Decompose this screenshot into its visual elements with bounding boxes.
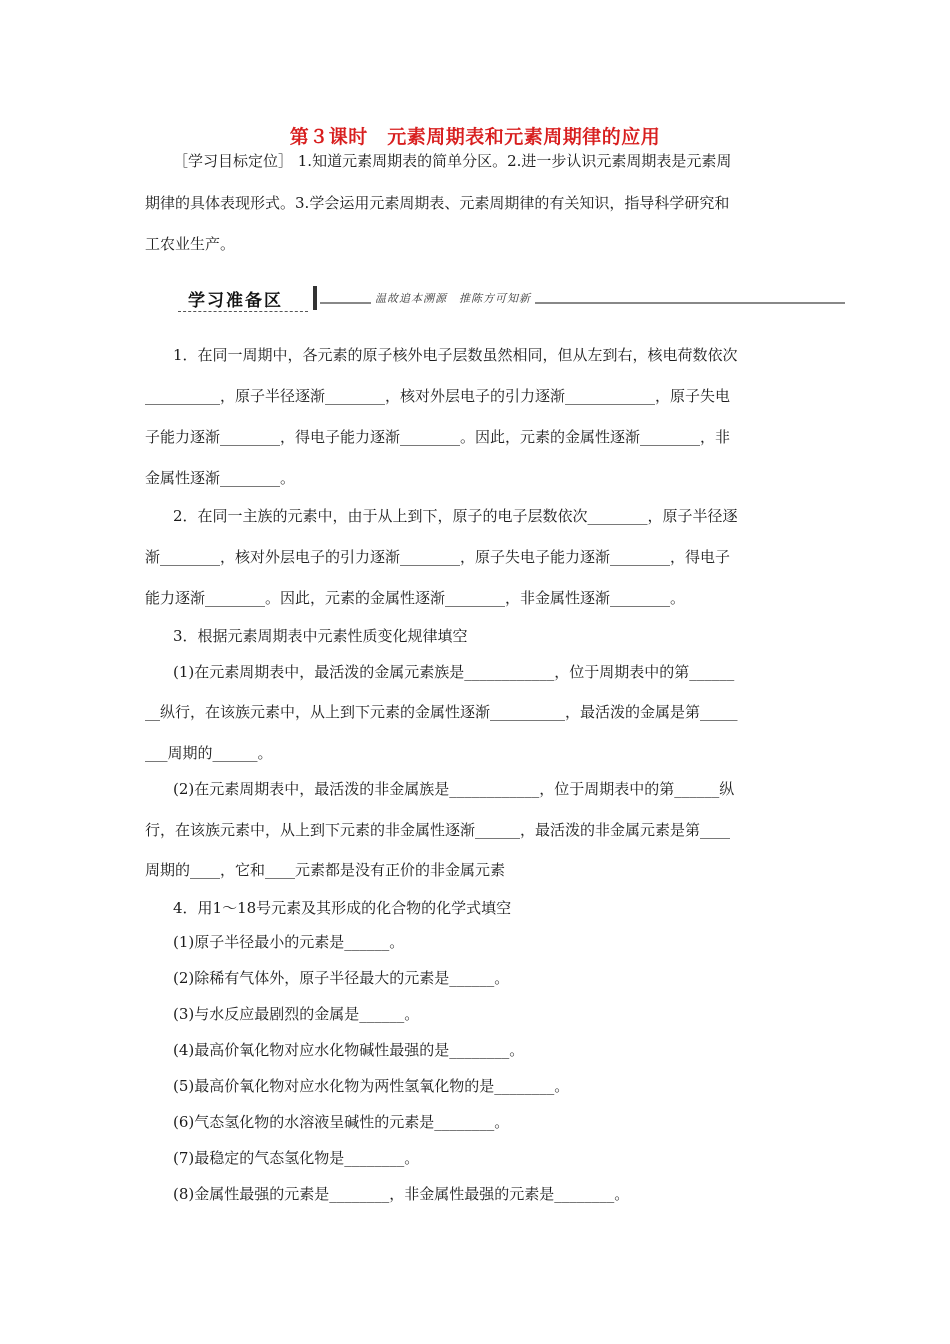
text-line: __________，原子半径逐渐________，核对外层电子的引力逐渐____________，原子失电 (145, 387, 731, 405)
lesson-title: 第３课时 元素周期表和元素周期律的应用 (289, 126, 661, 148)
banner-divider-bar (313, 286, 317, 310)
text-line: 1．在同一周期中，各元素的原子核外电子层数虽然相同，但从左到右，核电荷数依次 (173, 346, 738, 364)
text-line: (2)除稀有气体外，原子半径最大的元素是______。 (173, 969, 510, 987)
text-line: 子能力逐渐________，得电子能力逐渐________。因此，元素的金属性逐渐________，非 (145, 428, 731, 446)
text-line: (8)金属性最强的元素是________，非金属性最强的元素是________。 (173, 1185, 630, 1203)
text-line: 能力逐渐________。因此，元素的金属性逐渐________，非金属性逐渐________。 (145, 589, 686, 607)
text-line: 金属性逐渐________。 (145, 469, 296, 487)
objectives-line: 工农业生产。 (145, 235, 236, 253)
text-line: 3．根据元素周期表中元素性质变化规律填空 (173, 627, 468, 645)
text-line: ___周期的______。 (145, 744, 273, 762)
text-line: (1)原子半径最小的元素是______。 (173, 933, 405, 951)
text-line: 渐________，核对外层电子的引力逐渐________，原子失电子能力逐渐________，得电子 (145, 548, 731, 566)
banner-dashed-underline (178, 311, 308, 312)
objectives-line: ［学习目标定位］ 1.知道元素周期表的简单分区。2.进一步认识元素周期表是元素周 (173, 152, 732, 170)
text-line: 2．在同一主族的元素中，由于从上到下，原子的电子层数依次________，原子半径逐 (173, 507, 738, 525)
text-line: (4)最高价氧化物对应水化物碱性最强的是________。 (173, 1041, 525, 1059)
section-banner-title: 学习准备区 (188, 291, 283, 311)
text-line: (5)最高价氧化物对应水化物为两性氢氧化物的是________。 (173, 1077, 570, 1095)
objectives-line: 期律的具体表现形式。3.学会运用元素周期表、元素周期律的有关知识，指导科学研究和 (145, 194, 730, 212)
text-line: (7)最稳定的气态氢化物是________。 (173, 1149, 420, 1167)
text-line: (6)气态氢化物的水溶液呈碱性的元素是________。 (173, 1113, 510, 1131)
text-line: (1)在元素周期表中，最活泼的金属元素族是____________，位于周期表中的第______ (173, 663, 735, 681)
text-line: 行，在该族元素中，从上到下元素的非金属性逐渐______，最活泼的非金属元素是第____ (145, 821, 731, 839)
text-line: (3)与水反应最剧烈的金属是______。 (173, 1005, 420, 1023)
text-line: (2)在元素周期表中，最活泼的非金属族是____________，位于周期表中的第______纵 (173, 780, 735, 798)
section-banner (178, 284, 848, 314)
section-banner-subtitle: 温故追本溯源 推陈方可知新 (371, 290, 535, 306)
text-line: 周期的____，它和____元素都是没有正价的非金属元素 (145, 861, 506, 879)
text-line: __纵行，在该族元素中，从上到下元素的金属性逐渐__________，最活泼的金属是第_____ (145, 703, 738, 721)
text-line: 4．用1～18号元素及其形成的化合物的化学式填空 (173, 899, 512, 917)
